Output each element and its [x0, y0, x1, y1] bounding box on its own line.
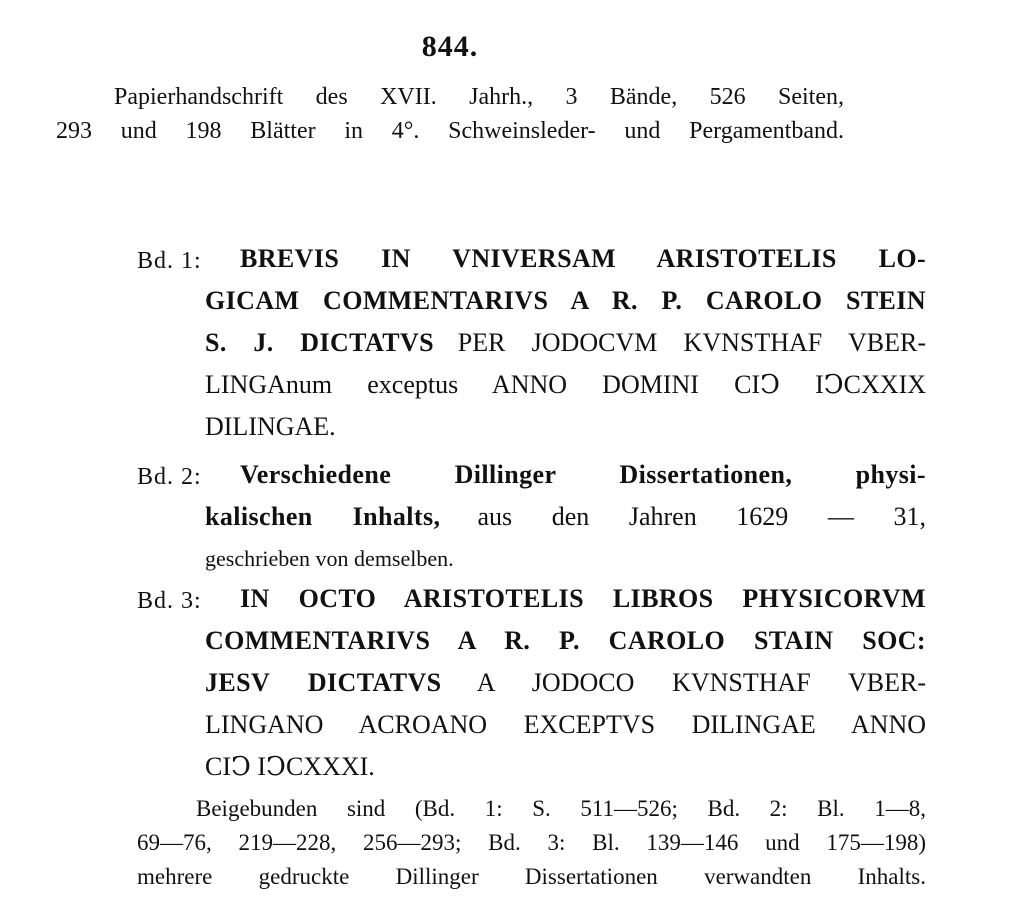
description-line-1: Papierhandschrift des XVII. Jahrh., 3 Bände, 526 Seiten,	[114, 84, 844, 110]
volume-3-title-end: JESV DICTATVS	[205, 668, 442, 697]
volume-1-line-3	[205, 328, 926, 358]
volume-3-label: Bd. 3:	[137, 588, 202, 614]
volume-1-title-line-2: GICAM COMMENTARIVS A R. P. CAROLO STEIN	[205, 286, 926, 315]
volume-3-title-line-1: IN OCTO ARISTOTELIS LIBROS PHYSICORVM	[240, 584, 926, 613]
volume-2-label: Bd. 2:	[137, 464, 202, 490]
page-number: 844.	[421, 30, 479, 63]
volume-3-scribe-text: A JODOCO KVNSTHAF VBER-	[476, 668, 926, 697]
volume-3-line-5: CIↃ IↃCXXXI.	[205, 752, 375, 781]
note-line-1: Beigebunden sind (Bd. 1: S. 511—526; Bd. 2: Bl. 1—8,	[196, 796, 926, 821]
note-line-3: mehrere gedruckte Dillinger Dissertationen verwandten Inhalts.	[137, 864, 926, 889]
volume-1-title-end: S. J. DICTATVS	[205, 328, 435, 357]
volume-2-years: aus den Jahren 1629 — 31,	[477, 502, 927, 531]
volume-3-line-4: LINGANO ACROANO EXCEPTVS DILINGAE ANNO	[205, 710, 926, 739]
volume-1-line-5: DILINGAE.	[205, 412, 336, 441]
volume-1-line-4: LINGAnum exceptus ANNO DOMINI CIↃ IↃCXXIX	[205, 370, 926, 399]
description-line-2: 293 und 198 Blätter in 4°. Schweinsleder- und Pergamentband.	[56, 118, 844, 144]
note-line-2: 69—76, 219—228, 256—293; Bd. 3: Bl. 139—146 und 175—198)	[137, 830, 926, 855]
volume-3-line-3	[205, 668, 926, 698]
volume-2-title-end: kalischen Inhalts,	[205, 502, 441, 531]
volume-1-title-line-1: BREVIS IN VNIVERSAM ARISTOTELIS LO-	[240, 244, 926, 273]
volume-2-line-2	[205, 502, 926, 532]
volume-1-scribe-text: PER JODOCVM KVNSTHAF VBER-	[457, 328, 926, 357]
volume-2-line-3: geschrieben von demselben.	[205, 546, 454, 571]
volume-2-title-line-1: Verschiedene Dillinger Dissertationen, physi-	[240, 460, 926, 489]
volume-3-title-line-2: COMMENTARIVS A R. P. CAROLO STAIN SOC:	[205, 626, 926, 655]
volume-1-label: Bd. 1:	[137, 248, 202, 274]
